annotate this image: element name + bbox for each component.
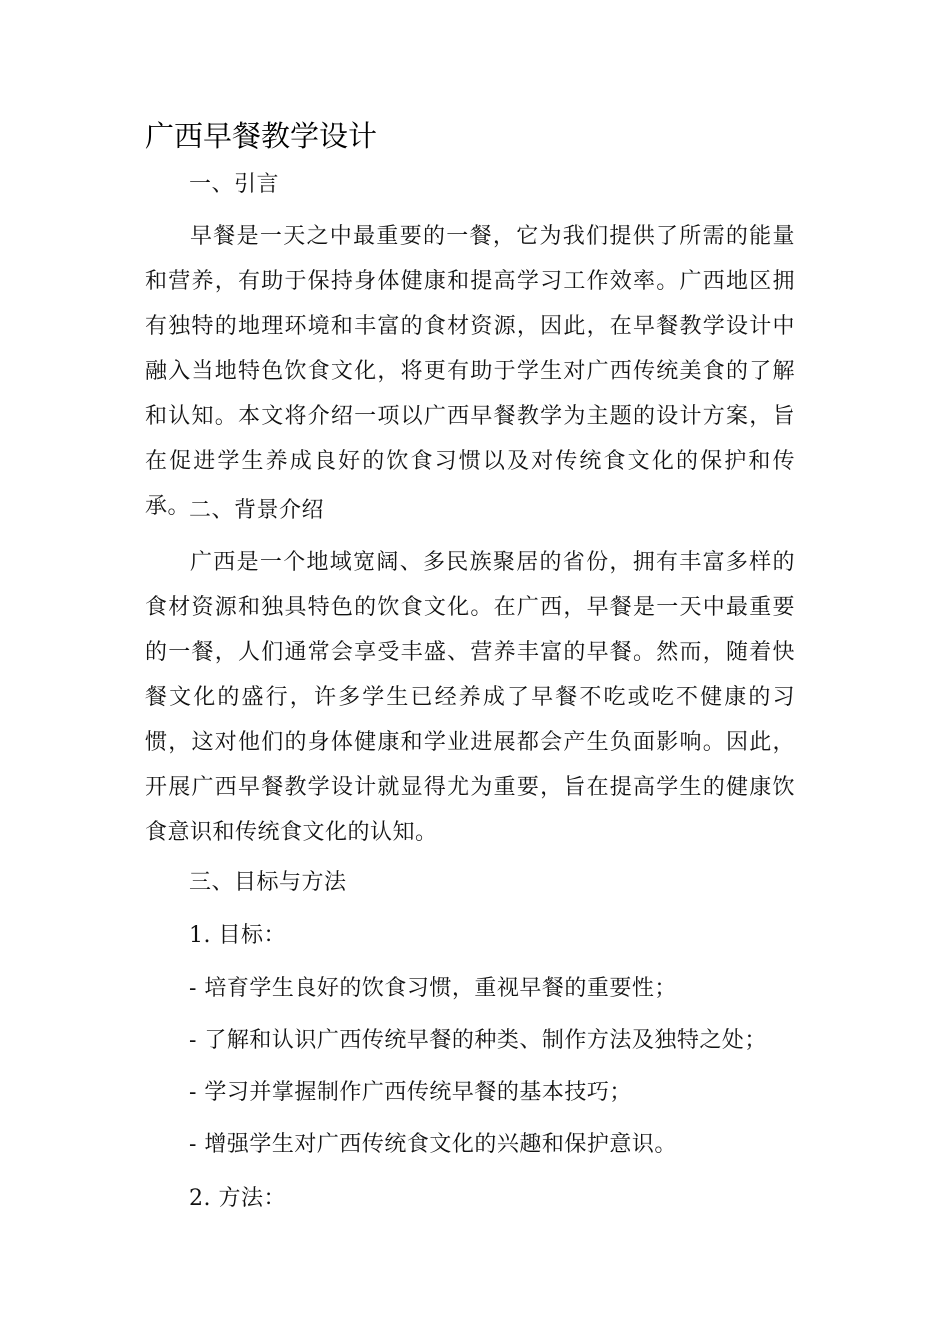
goals-label: 1. 目标： — [189, 923, 286, 948]
list-item-goal-2: - 了解和认识广西传统早餐的种类、制作方法及独特之处； — [189, 1028, 767, 1053]
list-item-goal-1: - 培育学生良好的饮食习惯，重视早餐的重要性； — [189, 976, 677, 1001]
document-title: 广西早餐教学设计 — [145, 119, 378, 153]
paragraph-background: 广西是一个地域宽阔、多民族聚居的省份，拥有丰富多样的食材资源和独具特色的饮食文化。在广西，早餐是一天中最重要的一餐，人们通常会享受丰盛、营养丰富的早餐。然而，随着快餐文化的盛行，许多学生已经养成了早餐不吃或吃不健康的习惯，这对他们的身体健康和学业进展都会产生负面影响。因此，开展广西早餐教学设计就显得尤为重要，旨在提高学生的健康饮食意识和传统食文化的认知。 — [145, 550, 795, 845]
methods-label: 2. 方法： — [189, 1186, 286, 1211]
paragraph-intro: 早餐是一天之中最重要的一餐，它为我们提供了所需的能量和营养，有助于保持身体健康和提高学习工作效率。广西地区拥有独特的地理环境和丰富的食材资源，因此，在早餐教学设计中融入当地特色饮食文化，将更有助于学生对广西传统美食的了解和认知。本文将介绍一项以广西早餐教学为主题的设计方案，旨在促进学生养成良好的饮食习惯以及对传统食文化的保护和传承。 — [145, 224, 795, 519]
section-heading-intro: 一、引言 — [189, 172, 280, 197]
section-heading-goals: 三、目标与方法 — [189, 870, 347, 895]
section-heading-background: 二、背景介绍 — [189, 498, 325, 523]
list-item-goal-4: - 增强学生对广西传统食文化的兴趣和保护意识。 — [189, 1132, 677, 1157]
list-item-goal-3: - 学习并掌握制作广西传统早餐的基本技巧； — [189, 1080, 632, 1105]
